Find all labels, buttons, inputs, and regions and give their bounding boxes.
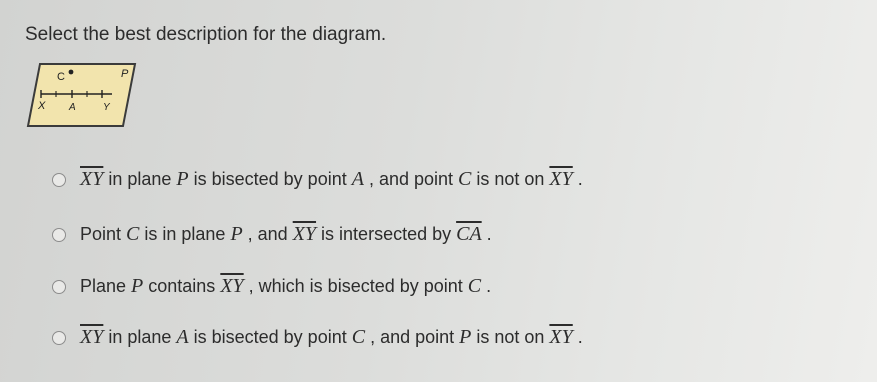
option-1-segment-2: $\overline{XY}$ <box>549 168 573 190</box>
option-1-var-2: A <box>351 168 364 190</box>
option-1-text-5: . <box>572 169 583 189</box>
option-4-text-4: is not on <box>471 327 550 347</box>
option-3-text-2: contains <box>143 276 221 296</box>
option-3[interactable] <box>52 275 491 298</box>
option-3-segment-1: $\overline{XY}$ <box>220 275 244 297</box>
option-2-var-2: P <box>230 223 243 245</box>
question-prompt: Select the best description for the diagram. <box>25 24 387 45</box>
option-3-var-1: P <box>131 275 144 297</box>
option-1[interactable] <box>52 168 583 191</box>
option-1-text-2: is bisected by point <box>188 169 352 189</box>
point-x-label: X <box>38 100 46 112</box>
option-3-radio[interactable] <box>52 280 66 294</box>
option-2-radio[interactable] <box>52 228 66 242</box>
option-4-radio[interactable] <box>52 331 66 345</box>
option-2-text-3: , and <box>242 224 293 244</box>
option-4-text-3: , and point <box>365 327 460 347</box>
option-2-segment-1: $\overline{XY}$ <box>292 223 317 245</box>
option-1-var-1: P <box>176 168 189 190</box>
option-4-segment-2: $\overline{XY}$ <box>549 326 573 348</box>
point-y-label: Y <box>103 102 110 113</box>
option-1-text-4: is not on <box>471 169 550 189</box>
option-4[interactable] <box>52 326 583 349</box>
option-4-segment-1: $\overline{XY}$ <box>80 326 104 348</box>
option-2-var-1: C <box>126 223 140 245</box>
option-2-segment-2: $\overline{CA}$ <box>456 223 482 245</box>
option-1-segment-1: $\overline{XY}$ <box>80 168 104 190</box>
option-2-text-1: Point <box>80 224 127 244</box>
option-2-text-2: is in plane <box>139 224 231 244</box>
point-a-label: A <box>69 102 76 113</box>
option-3-text-3: , which is bisected by point <box>243 276 468 296</box>
option-1-text-1: in plane <box>103 169 177 189</box>
option-4-text-1: in plane <box>103 327 177 347</box>
option-4-var-3: P <box>459 326 472 348</box>
option-3-var-2: C <box>467 275 482 297</box>
plane-p-label: P <box>121 68 129 80</box>
option-1-radio[interactable] <box>52 173 66 187</box>
option-2-text-5: . <box>481 224 492 244</box>
option-4-var-2: C <box>351 326 366 348</box>
option-4-text-5: . <box>572 327 583 347</box>
option-3-text-4: . <box>481 276 492 296</box>
option-1-var-3: C <box>458 168 472 190</box>
option-2-text-4: is intersected by <box>316 224 457 244</box>
option-1-text-3: , and point <box>363 169 459 189</box>
option-2[interactable] <box>52 223 492 246</box>
option-3-text-1: Plane <box>80 276 132 296</box>
option-4-text-2: is bisected by point <box>188 327 352 347</box>
option-4-var-1: A <box>176 326 189 348</box>
point-c-label: C <box>57 71 65 83</box>
